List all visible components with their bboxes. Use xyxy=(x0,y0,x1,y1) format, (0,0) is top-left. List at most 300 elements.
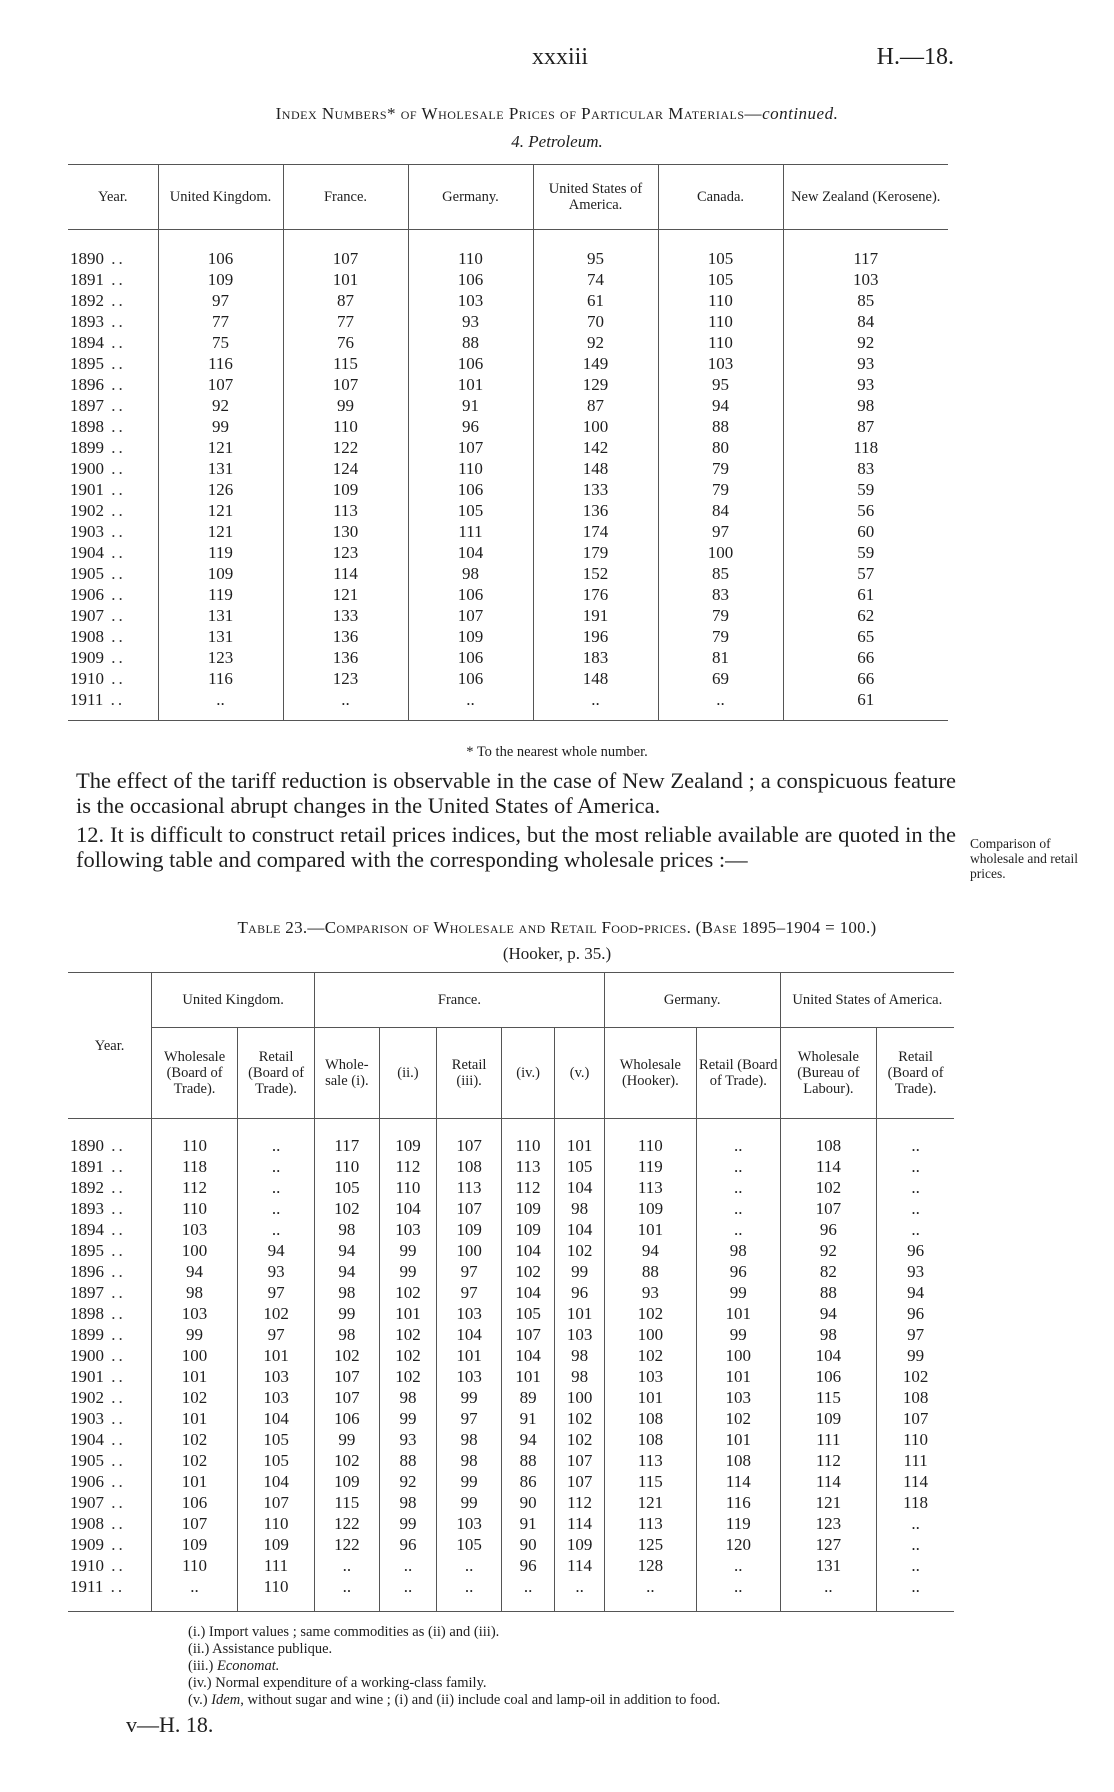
column-header: Wholesale (Hooker). xyxy=(604,1028,696,1119)
value-cell: .. xyxy=(437,1576,501,1612)
value-cell: 108 xyxy=(604,1408,696,1429)
value-cell: .. xyxy=(533,689,658,721)
value-cell: 123 xyxy=(780,1513,877,1534)
value-cell: 95 xyxy=(658,374,783,395)
paragraph: 12. It is difficult to construct retail prices indices, but the most reliable available are quoted in the following table and compared with the corresponding wholesale prices :— xyxy=(76,822,956,872)
table-row xyxy=(68,1219,954,1240)
column-header: Year. xyxy=(68,165,158,230)
value-cell: 85 xyxy=(783,290,948,311)
value-cell: 100 xyxy=(604,1324,696,1345)
value-cell: 129 xyxy=(533,374,658,395)
value-cell: 83 xyxy=(658,584,783,605)
value-cell: 100 xyxy=(696,1345,780,1366)
value-cell: 107 xyxy=(315,1387,379,1408)
value-cell: 96 xyxy=(408,416,533,437)
leader-dots: .. xyxy=(104,669,126,688)
value-cell: 98 xyxy=(780,1324,877,1345)
table1-footnote: * To the nearest whole number. xyxy=(466,744,648,760)
value-cell: 88 xyxy=(379,1450,437,1471)
value-cell: 114 xyxy=(780,1156,877,1177)
value-cell: 100 xyxy=(152,1345,238,1366)
value-cell: 97 xyxy=(877,1324,954,1345)
value-cell: 115 xyxy=(283,353,408,374)
value-cell: 92 xyxy=(780,1240,877,1261)
year-cell: 1909 .. xyxy=(70,1535,126,1554)
value-cell: 93 xyxy=(237,1261,314,1282)
leader-dots: .. xyxy=(104,1367,126,1386)
value-cell: 91 xyxy=(501,1408,555,1429)
footnote: (iv.) Normal expenditure of a working-class family. xyxy=(188,1675,487,1691)
value-cell: 110 xyxy=(877,1429,954,1450)
year-cell: 1903 .. xyxy=(70,1409,126,1428)
table-row xyxy=(68,1282,954,1303)
value-cell: 77 xyxy=(283,311,408,332)
value-cell: 105 xyxy=(237,1429,314,1450)
value-cell: 69 xyxy=(658,668,783,689)
year-cell: 1900 .. xyxy=(70,1346,126,1365)
value-cell: 102 xyxy=(152,1387,238,1408)
table-row xyxy=(68,626,948,647)
footnote xyxy=(188,1692,988,1709)
value-cell: 142 xyxy=(533,437,658,458)
year-cell: 1907 .. xyxy=(70,606,126,625)
value-cell: 109 xyxy=(152,1534,238,1555)
value-cell: 70 xyxy=(533,311,658,332)
value-cell: 131 xyxy=(780,1555,877,1576)
table-row xyxy=(68,1345,954,1366)
leader-dots: .. xyxy=(104,1514,126,1533)
table-row xyxy=(68,1177,954,1198)
value-cell: 110 xyxy=(152,1119,238,1157)
group-header: United States of America. xyxy=(780,973,954,1028)
value-cell: 127 xyxy=(780,1534,877,1555)
value-cell: 102 xyxy=(501,1261,555,1282)
value-cell: 110 xyxy=(315,1156,379,1177)
value-cell: 110 xyxy=(408,230,533,270)
value-cell: 103 xyxy=(783,269,948,290)
value-cell: 107 xyxy=(501,1324,555,1345)
value-cell: 102 xyxy=(555,1429,604,1450)
year-cell: 1909 .. xyxy=(70,648,126,667)
value-cell: 99 xyxy=(437,1492,501,1513)
leader-dots: .. xyxy=(104,333,126,352)
year-cell: 1910 .. xyxy=(70,669,126,688)
value-cell: 94 xyxy=(315,1261,379,1282)
table-row xyxy=(68,1408,954,1429)
table-row xyxy=(68,458,948,479)
value-cell: 120 xyxy=(696,1534,780,1555)
table-row xyxy=(68,1240,954,1261)
value-cell: 107 xyxy=(877,1408,954,1429)
table-row xyxy=(68,1119,954,1157)
value-cell: .. xyxy=(658,689,783,721)
value-cell: 98 xyxy=(315,1219,379,1240)
value-cell: 101 xyxy=(408,374,533,395)
value-cell: 106 xyxy=(408,479,533,500)
value-cell: 62 xyxy=(783,605,948,626)
value-cell: 101 xyxy=(152,1471,238,1492)
table-row xyxy=(68,374,948,395)
leader-dots: .. xyxy=(104,1430,126,1449)
leader-dots: .. xyxy=(104,438,126,457)
value-cell: 136 xyxy=(533,500,658,521)
leader-dots: .. xyxy=(104,396,126,415)
footnote xyxy=(188,1658,988,1675)
value-cell: 98 xyxy=(437,1429,501,1450)
value-cell: 107 xyxy=(437,1198,501,1219)
value-cell: 176 xyxy=(533,584,658,605)
value-cell: 109 xyxy=(408,626,533,647)
value-cell: 109 xyxy=(315,1471,379,1492)
year-cell: 1898 .. xyxy=(70,417,126,436)
value-cell: 104 xyxy=(780,1345,877,1366)
value-cell: 109 xyxy=(158,269,283,290)
table2-footnotes xyxy=(188,1624,988,1709)
value-cell: .. xyxy=(877,1534,954,1555)
leader-dots: .. xyxy=(104,1409,126,1428)
value-cell: 110 xyxy=(283,416,408,437)
value-cell: 96 xyxy=(379,1534,437,1555)
value-cell: 84 xyxy=(783,311,948,332)
value-cell: 101 xyxy=(696,1303,780,1324)
year-cell: 1897 .. xyxy=(70,396,126,415)
leader-dots: .. xyxy=(104,606,126,625)
value-cell: 106 xyxy=(408,269,533,290)
value-cell: 121 xyxy=(780,1492,877,1513)
value-cell: 85 xyxy=(658,563,783,584)
value-cell: 112 xyxy=(501,1177,555,1198)
value-cell: .. xyxy=(237,1219,314,1240)
table-row xyxy=(68,332,948,353)
value-cell: 110 xyxy=(658,332,783,353)
value-cell: 94 xyxy=(152,1261,238,1282)
leader-dots: .. xyxy=(104,354,126,373)
value-cell: .. xyxy=(877,1513,954,1534)
value-cell: 88 xyxy=(780,1282,877,1303)
value-cell: 87 xyxy=(283,290,408,311)
value-cell: 84 xyxy=(658,500,783,521)
value-cell: 124 xyxy=(283,458,408,479)
value-cell: .. xyxy=(780,1576,877,1612)
value-cell: .. xyxy=(379,1576,437,1612)
table-row xyxy=(68,500,948,521)
group-header: Germany. xyxy=(604,973,780,1028)
food-prices-table xyxy=(68,972,954,1612)
value-cell: 122 xyxy=(315,1513,379,1534)
leader-dots: .. xyxy=(104,1262,126,1281)
value-cell: 116 xyxy=(158,353,283,374)
value-cell: 110 xyxy=(658,311,783,332)
value-cell: 99 xyxy=(379,1240,437,1261)
value-cell: 107 xyxy=(555,1471,604,1492)
value-cell: 94 xyxy=(501,1429,555,1450)
value-cell: 108 xyxy=(696,1450,780,1471)
value-cell: 100 xyxy=(555,1387,604,1408)
year-cell: 1898 .. xyxy=(70,1304,126,1323)
value-cell: 88 xyxy=(501,1450,555,1471)
value-cell: 60 xyxy=(783,521,948,542)
value-cell: 103 xyxy=(379,1219,437,1240)
leader-dots: .. xyxy=(104,312,126,331)
food-prices-table-body xyxy=(68,1119,954,1612)
value-cell: 88 xyxy=(604,1261,696,1282)
year-cell: 1893 .. xyxy=(70,312,126,331)
leader-dots: .. xyxy=(104,1136,126,1155)
value-cell: 107 xyxy=(283,374,408,395)
value-cell: 106 xyxy=(780,1366,877,1387)
table2-subtitle: (Hooker, p. 35.) xyxy=(502,944,612,963)
leader-dots: .. xyxy=(104,1493,126,1512)
leader-dots: .. xyxy=(104,1451,126,1470)
value-cell: 115 xyxy=(604,1471,696,1492)
value-cell: 117 xyxy=(783,230,948,270)
value-cell: 102 xyxy=(604,1303,696,1324)
year-header: Year. xyxy=(68,973,152,1119)
table-row xyxy=(68,311,948,332)
value-cell: 65 xyxy=(783,626,948,647)
value-cell: 57 xyxy=(783,563,948,584)
leader-dots: .. xyxy=(104,1472,126,1491)
table-row xyxy=(68,479,948,500)
value-cell: 91 xyxy=(501,1513,555,1534)
value-cell: 113 xyxy=(437,1177,501,1198)
value-cell: 183 xyxy=(533,647,658,668)
value-cell: 108 xyxy=(437,1156,501,1177)
value-cell: 105 xyxy=(501,1303,555,1324)
value-cell: 61 xyxy=(783,689,948,721)
value-cell: 108 xyxy=(877,1387,954,1408)
table-row xyxy=(68,563,948,584)
value-cell: 94 xyxy=(237,1240,314,1261)
value-cell: 92 xyxy=(783,332,948,353)
value-cell: 103 xyxy=(555,1324,604,1345)
leader-dots: .. xyxy=(104,501,126,520)
value-cell: 93 xyxy=(604,1282,696,1303)
value-cell: 109 xyxy=(501,1198,555,1219)
value-cell: 96 xyxy=(501,1555,555,1576)
value-cell: 104 xyxy=(237,1408,314,1429)
value-cell: 103 xyxy=(437,1303,501,1324)
table1-subtitle: 4. Petroleum. xyxy=(511,132,603,151)
value-cell: 116 xyxy=(696,1492,780,1513)
margin-note: Comparison of wholesale and retail prices. xyxy=(970,836,1078,881)
year-cell: 1896 .. xyxy=(70,375,126,394)
value-cell: 105 xyxy=(658,230,783,270)
value-cell: 99 xyxy=(315,1429,379,1450)
year-cell: 1895 .. xyxy=(70,1241,126,1260)
column-header: Wholesale (Board of Trade). xyxy=(152,1028,238,1119)
value-cell: 90 xyxy=(501,1492,555,1513)
column-header: New Zealand (Kerosene). xyxy=(783,165,948,230)
value-cell: 98 xyxy=(408,563,533,584)
value-cell: 92 xyxy=(158,395,283,416)
value-cell: 110 xyxy=(604,1119,696,1157)
value-cell: 97 xyxy=(437,1408,501,1429)
value-cell: 103 xyxy=(152,1219,238,1240)
value-cell: 102 xyxy=(152,1450,238,1471)
value-cell: 100 xyxy=(658,542,783,563)
value-cell: 114 xyxy=(283,563,408,584)
value-cell: 113 xyxy=(283,500,408,521)
value-cell: 99 xyxy=(877,1345,954,1366)
year-cell: 1897 .. xyxy=(70,1283,126,1302)
column-header: Germany. xyxy=(408,165,533,230)
value-cell: 97 xyxy=(237,1324,314,1345)
leader-dots: .. xyxy=(104,1535,126,1554)
value-cell: 101 xyxy=(437,1345,501,1366)
value-cell: 104 xyxy=(501,1282,555,1303)
table-row xyxy=(68,437,948,458)
value-cell: 111 xyxy=(780,1429,877,1450)
value-cell: 80 xyxy=(658,437,783,458)
leader-dots: .. xyxy=(104,375,126,394)
leader-dots: .. xyxy=(104,1304,126,1323)
table-row xyxy=(68,1324,954,1345)
table-row xyxy=(68,1492,954,1513)
value-cell: 98 xyxy=(315,1324,379,1345)
table-row xyxy=(68,395,948,416)
table-row xyxy=(68,1513,954,1534)
value-cell: 82 xyxy=(780,1261,877,1282)
footnote: (ii.) Assistance publique. xyxy=(188,1641,333,1657)
value-cell: 113 xyxy=(604,1177,696,1198)
leader-dots: .. xyxy=(104,1220,126,1239)
value-cell: .. xyxy=(408,689,533,721)
value-cell: .. xyxy=(877,1219,954,1240)
value-cell: 98 xyxy=(379,1387,437,1408)
value-cell: 98 xyxy=(783,395,948,416)
year-cell: 1904 .. xyxy=(70,543,126,562)
value-cell: 102 xyxy=(379,1366,437,1387)
year-cell: 1911 .. xyxy=(70,690,126,709)
table-row xyxy=(68,1303,954,1324)
value-cell: .. xyxy=(877,1555,954,1576)
value-cell: 106 xyxy=(408,584,533,605)
value-cell: 109 xyxy=(780,1408,877,1429)
value-cell: 61 xyxy=(533,290,658,311)
value-cell: 109 xyxy=(604,1198,696,1219)
value-cell: 101 xyxy=(237,1345,314,1366)
table-row xyxy=(68,647,948,668)
value-cell: 101 xyxy=(152,1366,238,1387)
leader-dots: .. xyxy=(104,648,126,667)
value-cell: 93 xyxy=(877,1261,954,1282)
year-cell: 1890 .. xyxy=(70,1136,126,1155)
value-cell: .. xyxy=(379,1555,437,1576)
value-cell: 105 xyxy=(315,1177,379,1198)
year-cell: 1908 .. xyxy=(70,1514,126,1533)
value-cell: 100 xyxy=(533,416,658,437)
table-row xyxy=(68,584,948,605)
value-cell: 103 xyxy=(437,1513,501,1534)
value-cell: 108 xyxy=(604,1429,696,1450)
value-cell: 111 xyxy=(877,1450,954,1471)
group-header: France. xyxy=(315,973,605,1028)
value-cell: 104 xyxy=(437,1324,501,1345)
year-cell: 1890 .. xyxy=(70,249,126,268)
leader-dots: .. xyxy=(104,249,126,268)
table-row xyxy=(68,668,948,689)
value-cell: .. xyxy=(283,689,408,721)
year-cell: 1895 .. xyxy=(70,354,126,373)
value-cell: 61 xyxy=(783,584,948,605)
leader-dots: .. xyxy=(103,1577,126,1596)
value-cell: 96 xyxy=(696,1261,780,1282)
value-cell: 93 xyxy=(783,353,948,374)
value-cell: 128 xyxy=(604,1555,696,1576)
value-cell: 110 xyxy=(152,1198,238,1219)
value-cell: 96 xyxy=(555,1282,604,1303)
value-cell: 99 xyxy=(555,1261,604,1282)
value-cell: 98 xyxy=(555,1198,604,1219)
value-cell: 105 xyxy=(658,269,783,290)
value-cell: 179 xyxy=(533,542,658,563)
value-cell: 98 xyxy=(152,1282,238,1303)
group-header: United Kingdom. xyxy=(152,973,315,1028)
value-cell: 113 xyxy=(501,1156,555,1177)
value-cell: 149 xyxy=(533,353,658,374)
value-cell: 109 xyxy=(283,479,408,500)
year-cell: 1899 .. xyxy=(70,438,126,457)
value-cell: .. xyxy=(877,1119,954,1157)
value-cell: 110 xyxy=(379,1177,437,1198)
table-row xyxy=(68,1534,954,1555)
leader-dots: .. xyxy=(104,1283,126,1302)
value-cell: 114 xyxy=(696,1471,780,1492)
value-cell: 97 xyxy=(658,521,783,542)
value-cell: 121 xyxy=(158,521,283,542)
value-cell: 112 xyxy=(780,1450,877,1471)
value-cell: 103 xyxy=(237,1366,314,1387)
value-cell: 94 xyxy=(315,1240,379,1261)
year-cell: 1901 .. xyxy=(70,1367,126,1386)
value-cell: 66 xyxy=(783,647,948,668)
value-cell: 101 xyxy=(379,1303,437,1324)
value-cell: 105 xyxy=(437,1534,501,1555)
value-cell: 148 xyxy=(533,458,658,479)
value-cell: .. xyxy=(604,1576,696,1612)
table1-title-text: Index Numbers* of Wholesale Prices of Particular Materials— xyxy=(275,104,763,123)
value-cell: 118 xyxy=(877,1492,954,1513)
value-cell: 110 xyxy=(501,1119,555,1157)
value-cell: 152 xyxy=(533,563,658,584)
value-cell: 109 xyxy=(501,1219,555,1240)
value-cell: 191 xyxy=(533,605,658,626)
value-cell: 115 xyxy=(780,1387,877,1408)
table-row xyxy=(68,1198,954,1219)
table-row xyxy=(68,416,948,437)
value-cell: 98 xyxy=(555,1366,604,1387)
value-cell: 107 xyxy=(237,1492,314,1513)
value-cell: 98 xyxy=(555,1345,604,1366)
document-reference: H.—18. xyxy=(876,44,954,70)
year-cell: 1903 .. xyxy=(70,522,126,541)
year-cell: 1911 .. xyxy=(70,1577,126,1596)
value-cell: 133 xyxy=(283,605,408,626)
value-cell: 101 xyxy=(696,1366,780,1387)
petroleum-table-body xyxy=(68,230,948,721)
value-cell: 103 xyxy=(152,1303,238,1324)
value-cell: 99 xyxy=(379,1513,437,1534)
value-cell: 104 xyxy=(501,1240,555,1261)
value-cell: 100 xyxy=(152,1240,238,1261)
table-row xyxy=(68,269,948,290)
table-row xyxy=(68,1387,954,1408)
value-cell: .. xyxy=(877,1177,954,1198)
value-cell: .. xyxy=(237,1198,314,1219)
value-cell: 103 xyxy=(408,290,533,311)
value-cell: 110 xyxy=(152,1555,238,1576)
